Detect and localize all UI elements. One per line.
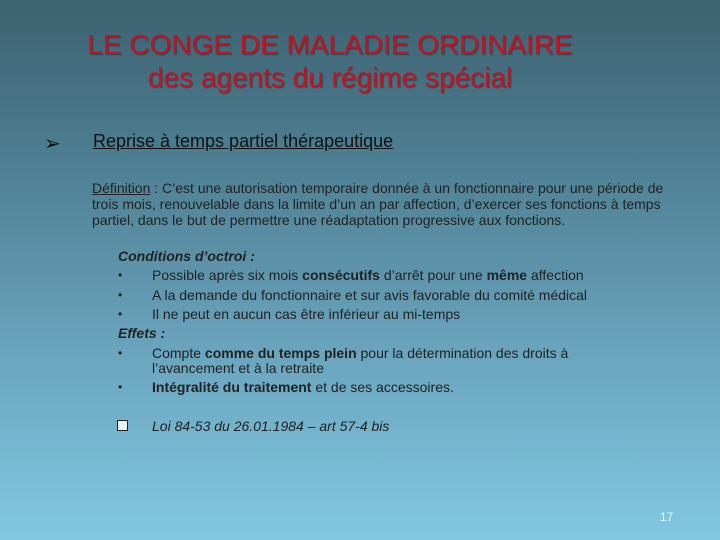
condition-item-1-text-b: d’arrêt pour une: [379, 267, 487, 283]
definition-paragraph: [92, 180, 682, 228]
effet-item-2-text: et de ses accessoires.: [311, 379, 454, 395]
condition-item-1-bold-b: même: [486, 267, 528, 283]
effet-item-2-bold: Intégralité du traitement: [152, 379, 312, 395]
effet-item-1-text-b: pour la détermination des droits à: [356, 345, 569, 361]
title-line-2: des agents du régime spécial: [147, 62, 513, 93]
bullet-dot-icon: •: [118, 380, 123, 394]
effet-item-1-line-2: l’avancement et à la retraite: [152, 360, 324, 376]
checkbox-square-icon: [117, 420, 128, 431]
legal-reference: Loi 84-53 du 26.01.1984 – art 57-4 bis: [152, 418, 390, 434]
effet-item-1-text-a: Compte: [152, 345, 205, 361]
condition-item-1-text-a: Possible après six mois: [152, 267, 303, 283]
conditions-heading: Conditions d’octroi :: [118, 248, 255, 264]
bullet-dot-icon: •: [118, 268, 123, 282]
page-number: 17: [660, 510, 674, 524]
condition-item-3: Il ne peut en aucun cas être inférieur au mi-temps: [152, 306, 461, 322]
condition-item-1-bold-a: consécutifs: [302, 267, 380, 283]
section-heading: Reprise à temps partiel thérapeutique: [93, 131, 394, 151]
effets-heading: Effets :: [118, 325, 166, 341]
bullet-dot-icon: •: [118, 288, 123, 302]
effet-item-1: [152, 345, 568, 361]
condition-item-1-text-c: affection: [527, 267, 584, 283]
slide-title: [0, 28, 660, 94]
arrow-bullet-icon: ➢: [44, 133, 61, 155]
condition-item-2: A la demande du fonctionnaire et sur avis favorable du comité médical: [152, 287, 588, 303]
effet-item-1-bold: comme du temps plein: [204, 345, 357, 361]
effet-item-2: [152, 379, 454, 395]
bullet-dot-icon: •: [118, 307, 123, 321]
bullet-dot-icon: •: [118, 346, 123, 360]
condition-item-1: [152, 267, 584, 283]
definition-label: Définition: [92, 180, 151, 196]
title-line-1: LE CONGE DE MALADIE ORDINAIRE: [87, 29, 573, 60]
definition-text: : C’est une autorisation temporaire donnée à un fonctionnaire pour une période de trois mois, renouvelable dans la limite d’un an par affection, d’exercer ses fonctions à temps partiel, dans le but de permettre une réadaptation progressive aux fonctions.: [92, 180, 664, 228]
